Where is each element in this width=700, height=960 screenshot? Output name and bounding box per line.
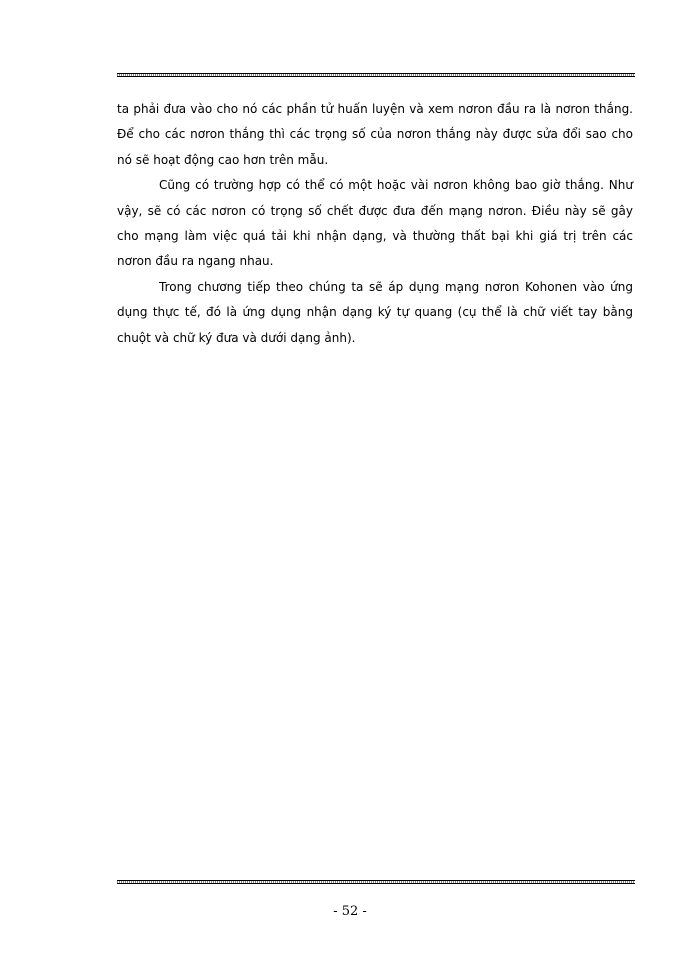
paragraph-3: Trong chương tiếp theo chúng ta sẽ áp dụng mạng nơron Kohonen vào ứng dụng thực tế, đó là ứng dụng nhận dạng ký tự quang (cụ thể là chữ viết tay bằng chuột và chữ ký đưa và dưới dạng ảnh). <box>117 279 633 345</box>
paragraph-2: Cũng có trường hợp có thể có một hoặc vài nơron không bao giờ thắng. Như vậy, sẽ có các nơron có trọng số chết được đưa đến mạng nơron. Điều này sẽ gây cho mạng làm việc quá tải khi nhận dạng, và thường thất bại khi giá trị trên các nơron đầu ra ngang nhau. <box>117 178 633 269</box>
header-rule <box>117 73 635 77</box>
paragraph-1: ta phải đưa vào cho nó các phần tử huấn luyện và xem nơron đầu ra là nơron thắng. Để cho các nơron thắng thì các trọng số của nơron thắng này được sửa đổi sao cho nó sẽ hoạt động cao hơn trên mẫu. <box>117 102 633 167</box>
footer-rule <box>117 880 635 884</box>
document-body <box>117 97 633 351</box>
page-number: - 52 - <box>333 904 367 919</box>
